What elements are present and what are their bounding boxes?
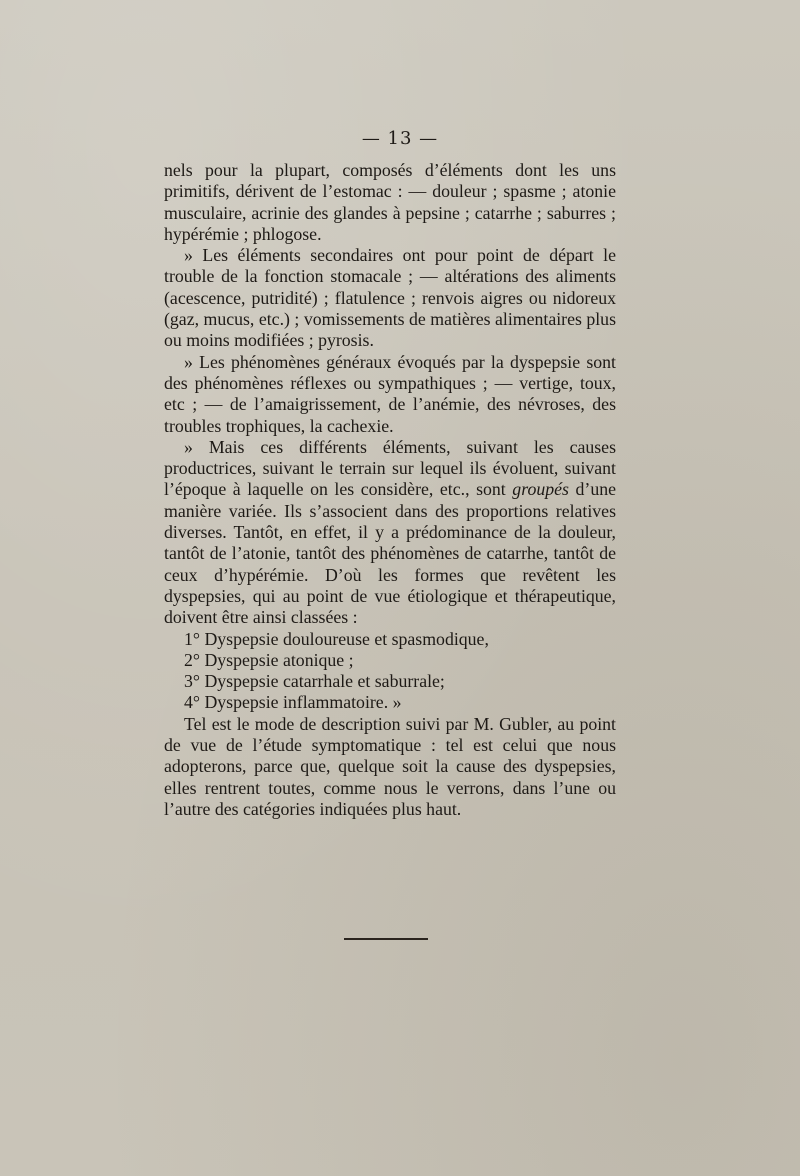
body-text — [164, 160, 616, 820]
list-item: 1° Dyspepsie douloureuse et spasmodique, — [184, 628, 489, 649]
paragraph: nels pour la plupart, composés d’éléments dont les uns primitifs, dérivent de l’estomac : — douleur ; spasme ; atonie musculaire, acrinie des glandes à pepsine ; catarrhe ; saburres ; hypérémie ; phlogose. — [164, 160, 616, 244]
list-item: 2° Dyspepsie atonique ; — [184, 649, 354, 670]
paragraph: » Les phénomènes généraux évoqués par la dyspepsie sont des phénomènes réflexes ou sympathiques ; — vertige, toux, etc ; — de l’amaigrissement, de l’anémie, des névroses, des troubles trophiques, la cachexie. — [164, 351, 616, 436]
list-item: 4° Dyspepsie inflammatoire. » — [184, 692, 402, 713]
paragraph: » Les éléments secondaires ont pour point de départ le trouble de la fonction stomacale ; — altérations des aliments (acescence, putridité) ; flatulence ; renvois aigres ou nidoreux (gaz, mucus, etc.) ; vomissements de matières alimentaires plus ou moins modifiées ; pyrosis. — [164, 245, 616, 351]
list-item: 3° Dyspepsie catarrhale et saburrale; — [184, 671, 445, 692]
closing-paragraph: Tel est le mode de description suivi par M. Gubler, au point de vue de l’étude symptomatique : tel est celui que nous adopterons, parce que, quelque soit la cause des dyspepsies, elles rentrent toutes, comme nous le verrons, dans l’une ou l’autre des catégories indiquées plus haut. — [164, 713, 616, 819]
emphasized-word: groupés — [512, 479, 569, 500]
end-rule — [344, 938, 428, 940]
paragraph: » Mais ces différents éléments, suivant les causes productrices, suivant le terrain sur lequel ils évoluent, suivant l’époque à laquelle on les considère, etc., sont groupés d’une manière variée. Ils s’associent dans des proportions relatives diverses. Tantôt, en effet, il y a prédominance de la douleur, tantôt de l’atonie, tantôt des phénomènes de catarrhe, tantôt de ceux d’hypérémie. D’où les formes que revêtent les dyspepsies, qui au point de vue étiologique et thérapeutique, doivent être ainsi classées : — [164, 436, 616, 628]
page-number: — 13 — — [361, 128, 439, 149]
